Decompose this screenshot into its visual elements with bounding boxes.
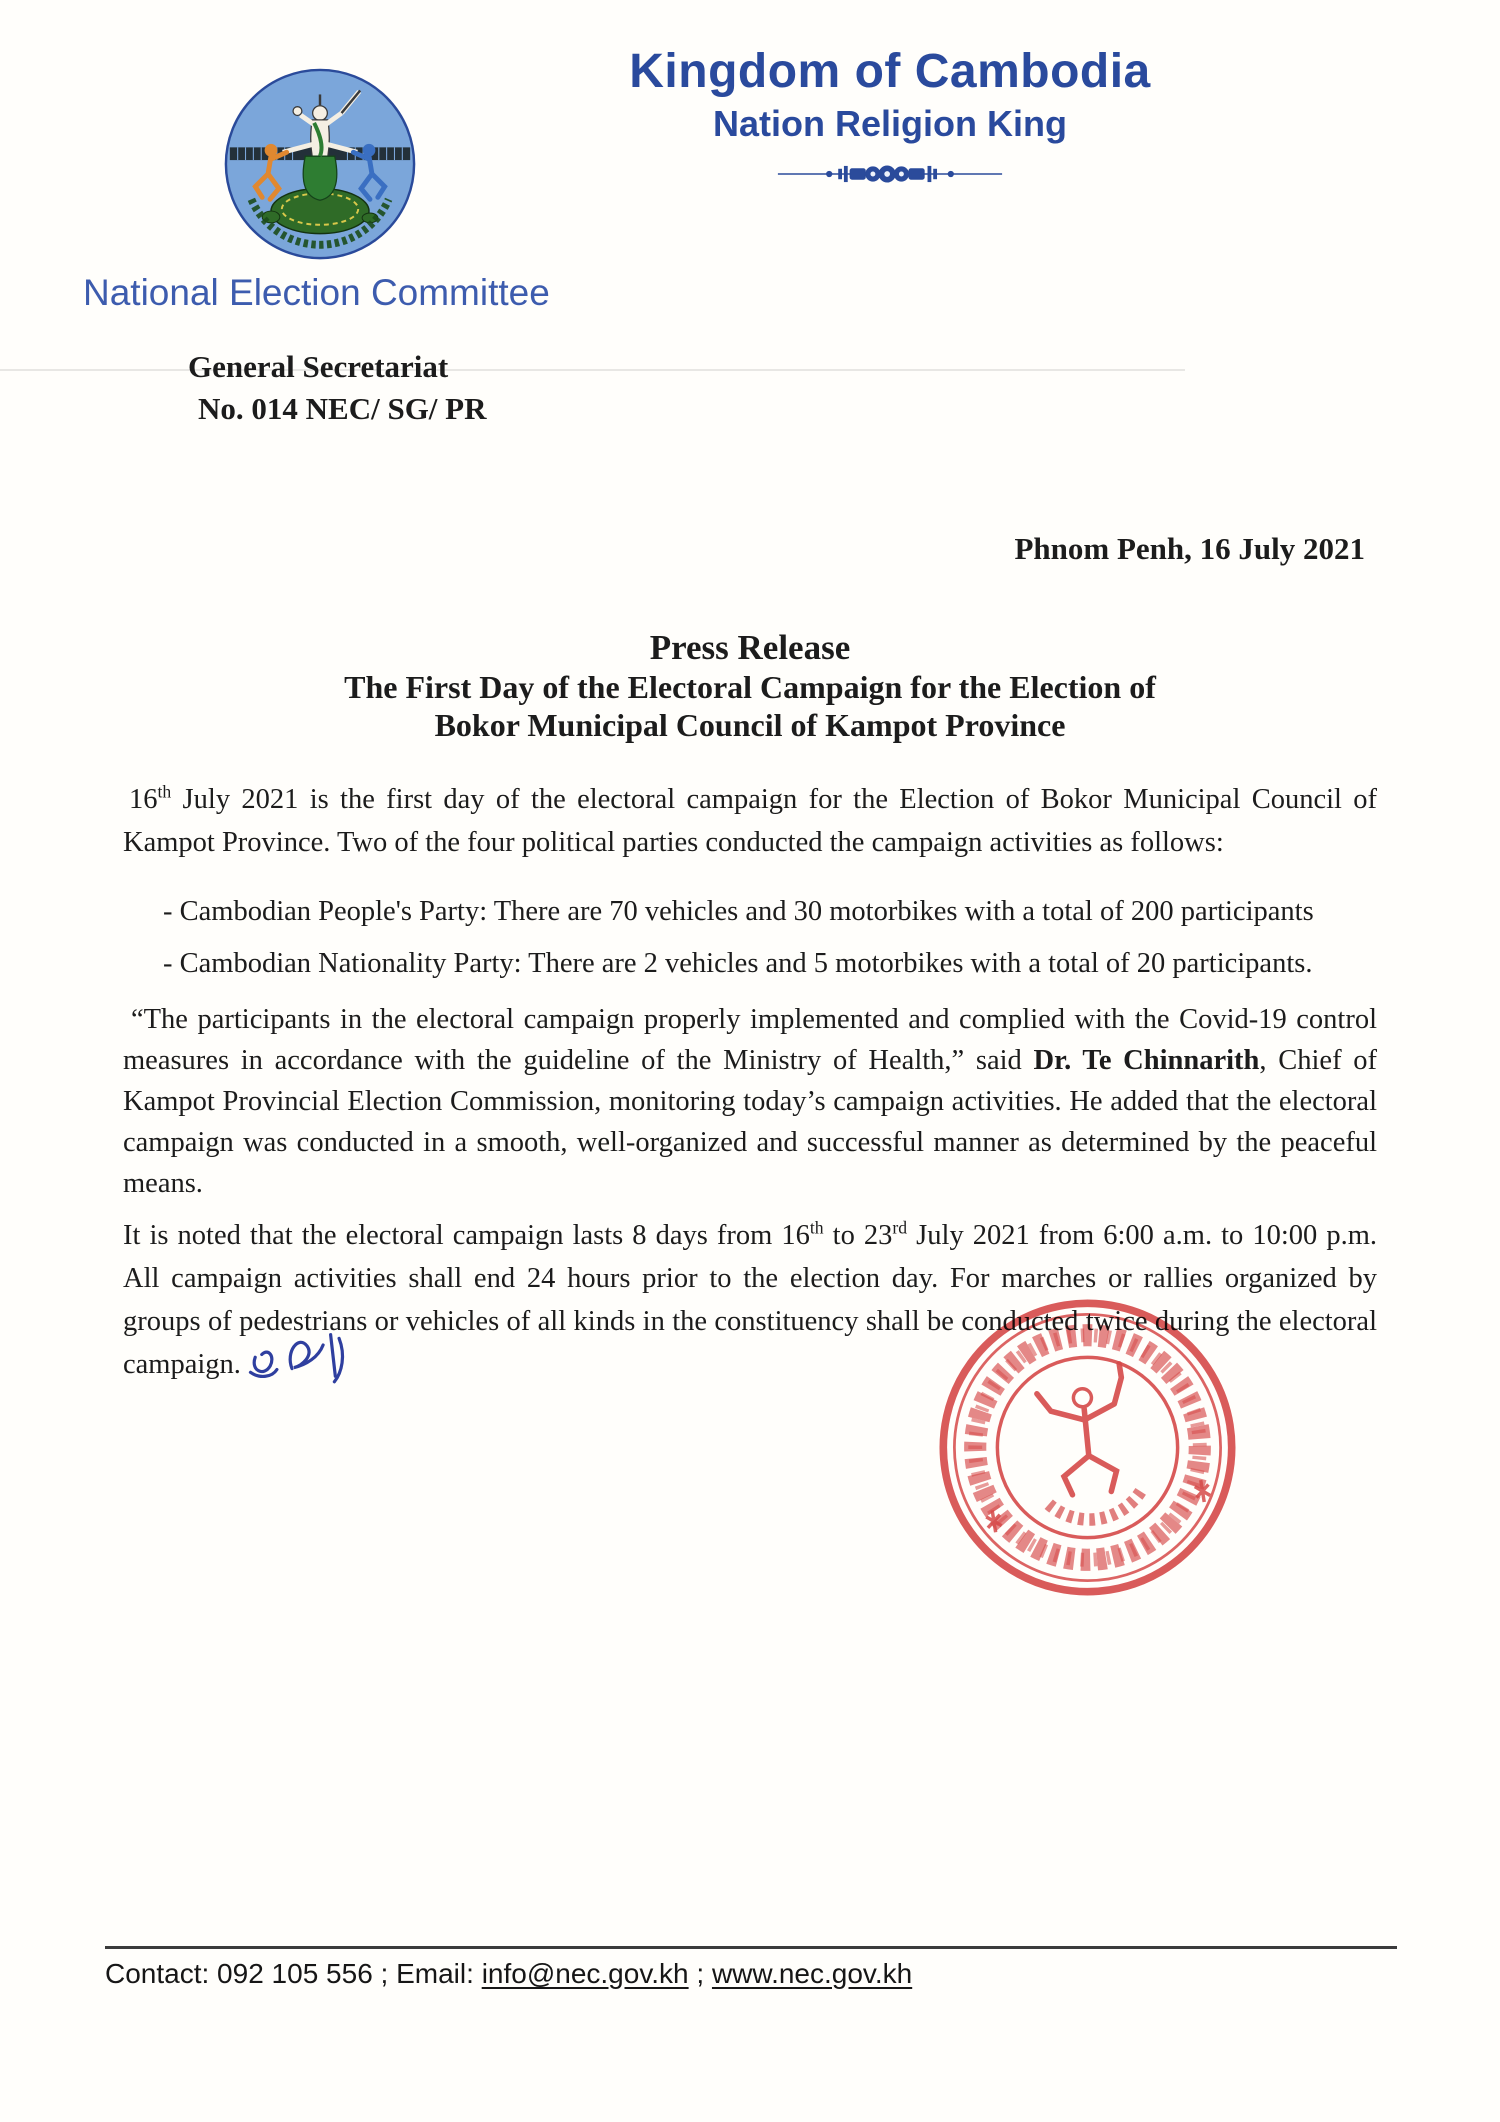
kingdom-header [565, 44, 1215, 192]
footer-separator: ; Email: [372, 1958, 482, 1989]
bullet-cambodian-nationality-party: - Cambodian Nationality Party: There are 2 vehicles and 5 motorbikes with a total of 20 participants. [163, 948, 1313, 979]
signature-initials [247, 1329, 352, 1395]
contact-phone: Contact: 092 105 556 [105, 1958, 373, 1989]
press-release-subtitle-2: Bokor Municipal Council of Kampot Province [434, 707, 1066, 743]
paragraph-quote: “The participants in the electoral campaign properly implemented and complied with the Covid-19 control measures in accordance with the guideline of the Ministry of Health,” said Dr. Te Chinnarith, Chief of Kampot Provincial Election Commission, monitoring today’s campaign activities. He added that the electoral campaign was conducted in a smooth, well-organized and successful manner as determined by the peaceful means. [123, 1004, 1378, 1199]
press-release-title: Press Release [649, 628, 851, 667]
secretariat-title: General Secretariat [188, 349, 449, 384]
paragraph-intro: 16th July 2021 is the first day of the electoral campaign for the Election of Bokor Municipal Council of Kampot Province. Two of the four political parties conducted the campaign activities as follows: [123, 781, 1377, 858]
footer-separator: ; [688, 1958, 712, 1989]
motto-text: Nation Religion King [713, 103, 1067, 144]
website-link[interactable]: www.nec.gov.kh [711, 1958, 913, 1989]
kingdom-title: Kingdom of Cambodia [629, 45, 1151, 98]
secretariat-block [188, 346, 487, 430]
bullet-cambodian-peoples-party: - Cambodian People's Party: There are 70 vehicles and 30 motorbikes with a total of 200 participants [163, 896, 1314, 927]
footer-contact-line [105, 1958, 1397, 1990]
divider-ornament-icon [776, 161, 1004, 187]
paragraph-schedule: It is noted that the electoral campaign lasts 8 days from 16th to 23rd July 2021 from 6:00 a.m. to 10:00 p.m. All campaign activities shall end 24 hours prior to the election day. For marches or rallies organized by groups of pedestrians or vehicles of all kinds in the constituency shall be conducted twice during the electoral campaign. [123, 1214, 1377, 1386]
dateline: Phnom Penh, 16 July 2021 [1014, 531, 1365, 566]
email-link[interactable]: info@nec.gov.kh [481, 1958, 689, 1989]
nec-seal-logo [222, 62, 418, 268]
committee-name: National Election Committee [83, 272, 550, 313]
document-body [123, 628, 1377, 1386]
official-name: Dr. Te Chinnarith [1033, 1045, 1260, 1076]
official-red-stamp [913, 1273, 1262, 1622]
press-release-subtitle-1: The First Day of the Electoral Campaign for the Election of [344, 669, 1156, 705]
footer-divider [105, 1946, 1397, 1949]
scan-artifact-line [0, 369, 1185, 371]
page-footer [105, 1946, 1397, 1990]
reference-number: No. 014 NEC/ SG/ PR [198, 391, 487, 426]
